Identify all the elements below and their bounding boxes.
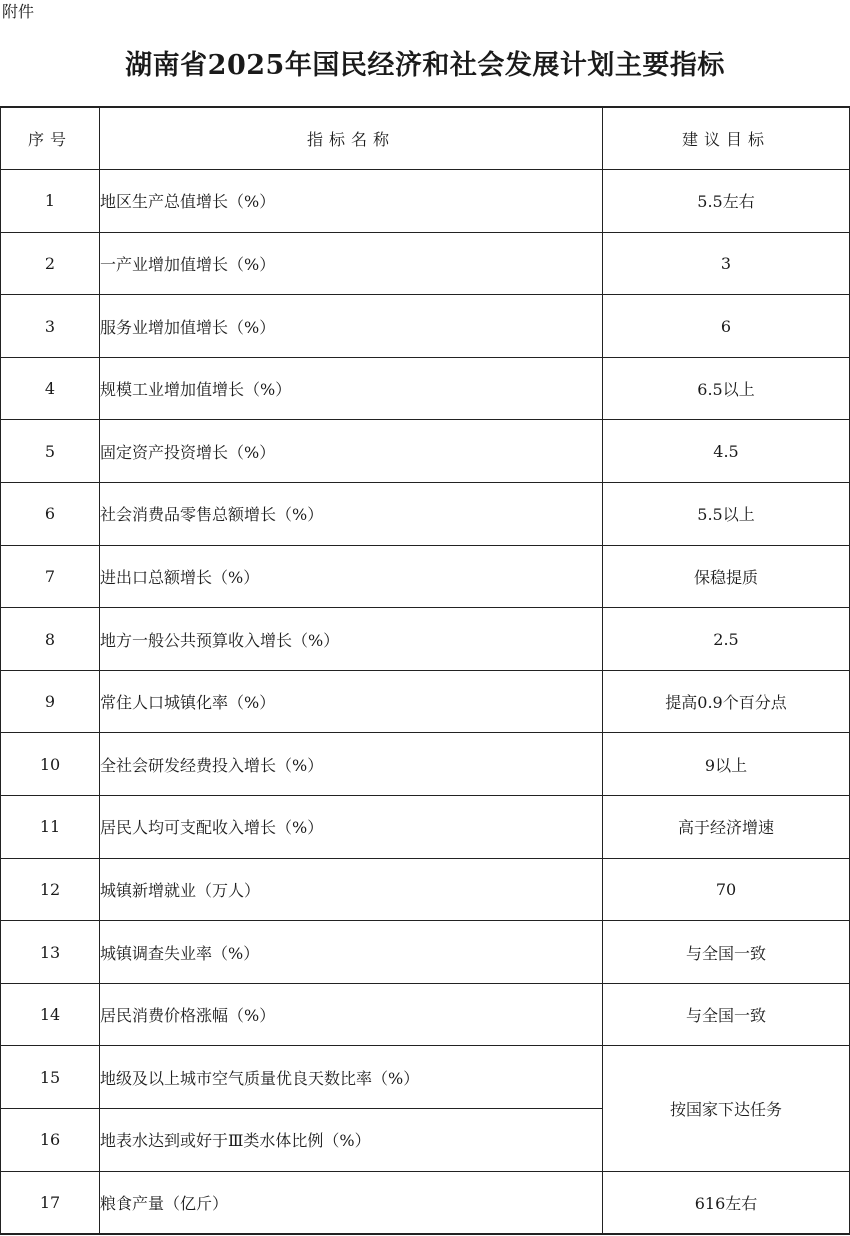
table-row <box>1 983 850 1046</box>
table-row <box>1 670 850 733</box>
row-number: 16 <box>1 1109 100 1172</box>
table-row <box>1 733 850 796</box>
indicator-target: 70 <box>603 858 850 921</box>
indicator-name: 城镇新增就业（万人） <box>100 858 603 921</box>
indicator-name: 粮食产量（亿斤） <box>100 1171 603 1234</box>
indicator-target: 6 <box>603 295 850 358</box>
row-number: 3 <box>1 295 100 358</box>
indicator-name: 居民消费价格涨幅（%） <box>100 983 603 1046</box>
table-header-row <box>1 107 850 170</box>
indicator-name: 地方一般公共预算收入增长（%） <box>100 608 603 671</box>
row-number: 10 <box>1 733 100 796</box>
indicator-target: 9以上 <box>603 733 850 796</box>
row-number: 5 <box>1 420 100 483</box>
table-row <box>1 796 850 859</box>
indicator-target: 与全国一致 <box>603 983 850 1046</box>
row-number: 9 <box>1 670 100 733</box>
indicator-name: 居民人均可支配收入增长（%） <box>100 796 603 859</box>
table-row <box>1 1046 850 1109</box>
indicator-name: 地表水达到或好于Ⅲ类水体比例（%） <box>100 1109 603 1172</box>
indicator-target-merged: 按国家下达任务 <box>603 1046 850 1171</box>
attachment-label: 附件 <box>2 2 35 21</box>
indicators-table <box>0 106 850 1235</box>
row-number: 7 <box>1 545 100 608</box>
indicator-name: 地区生产总值增长（%） <box>100 170 603 233</box>
page-title: 湖南省2025年国民经济和社会发展计划主要指标 <box>125 50 725 81</box>
row-number: 13 <box>1 921 100 984</box>
indicator-name: 全社会研发经费投入增长（%） <box>100 733 603 796</box>
indicator-target: 与全国一致 <box>603 921 850 984</box>
header-name: 指标名称 <box>100 107 603 170</box>
row-number: 17 <box>1 1171 100 1234</box>
indicator-target: 高于经济增速 <box>603 796 850 859</box>
table-row <box>1 357 850 420</box>
row-number: 15 <box>1 1046 100 1109</box>
table-row <box>1 1171 850 1234</box>
table-row <box>1 858 850 921</box>
indicator-name: 固定资产投资增长（%） <box>100 420 603 483</box>
table-row <box>1 420 850 483</box>
row-number: 1 <box>1 170 100 233</box>
row-number: 14 <box>1 983 100 1046</box>
indicator-name: 城镇调查失业率（%） <box>100 921 603 984</box>
row-number: 2 <box>1 232 100 295</box>
table-row <box>1 170 850 233</box>
indicator-target: 2.5 <box>603 608 850 671</box>
indicator-name: 服务业增加值增长（%） <box>100 295 603 358</box>
indicator-target: 4.5 <box>603 420 850 483</box>
table-row <box>1 545 850 608</box>
header-no: 序号 <box>1 107 100 170</box>
row-number: 6 <box>1 483 100 546</box>
row-number: 11 <box>1 796 100 859</box>
table-row <box>1 295 850 358</box>
indicator-target: 5.5以上 <box>603 483 850 546</box>
indicator-target: 3 <box>603 232 850 295</box>
indicator-target: 6.5以上 <box>603 357 850 420</box>
indicator-name: 进出口总额增长（%） <box>100 545 603 608</box>
row-number: 12 <box>1 858 100 921</box>
indicator-target: 616左右 <box>603 1171 850 1234</box>
indicator-name: 地级及以上城市空气质量优良天数比率（%） <box>100 1046 603 1109</box>
indicator-name: 一产业增加值增长（%） <box>100 232 603 295</box>
header-target: 建议目标 <box>603 107 850 170</box>
indicator-target: 提高0.9个百分点 <box>603 670 850 733</box>
indicator-name: 规模工业增加值增长（%） <box>100 357 603 420</box>
indicator-name: 社会消费品零售总额增长（%） <box>100 483 603 546</box>
table-row <box>1 608 850 671</box>
table-row <box>1 232 850 295</box>
table-row <box>1 921 850 984</box>
indicator-target: 5.5左右 <box>603 170 850 233</box>
table-row <box>1 483 850 546</box>
row-number: 4 <box>1 357 100 420</box>
indicator-name: 常住人口城镇化率（%） <box>100 670 603 733</box>
row-number: 8 <box>1 608 100 671</box>
indicator-target: 保稳提质 <box>603 545 850 608</box>
